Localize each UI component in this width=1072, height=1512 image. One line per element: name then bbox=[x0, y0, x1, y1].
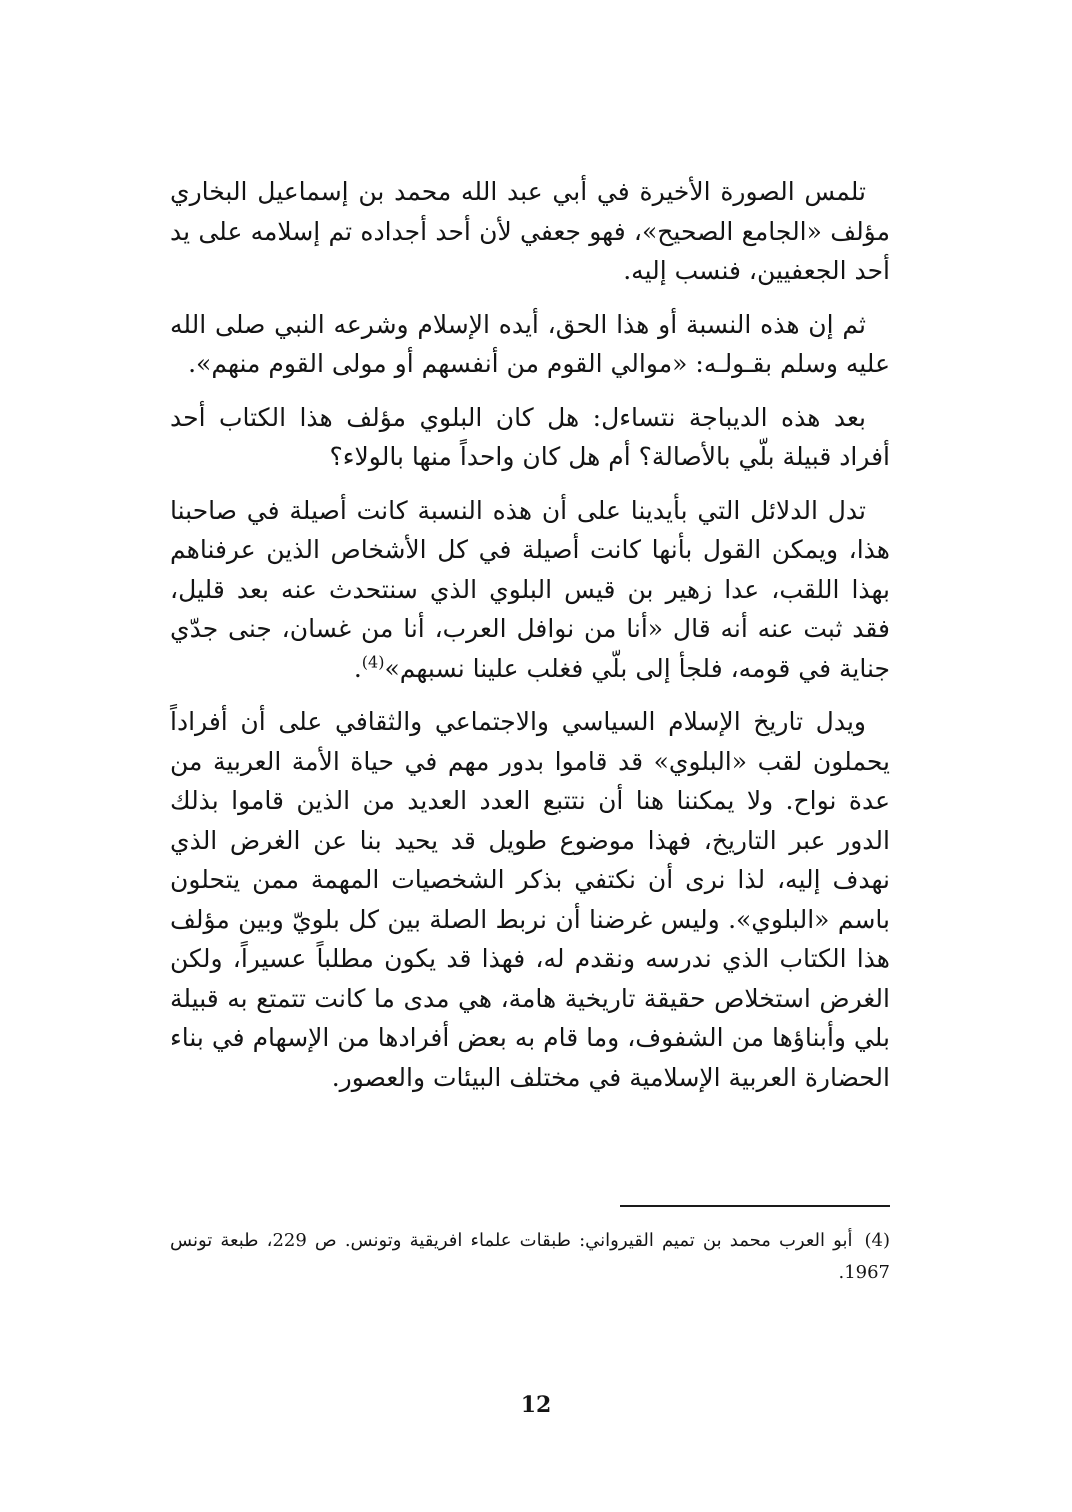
footnote-reference-tail: . bbox=[353, 653, 362, 683]
footnote-text: أبو العرب محمد بن تميم القيرواني: طبقات علماء افريقية وتونس. ص 229، طبعة تونس 1967. bbox=[170, 1230, 890, 1283]
page-number: 12 bbox=[520, 1392, 552, 1418]
paragraph-1 bbox=[170, 172, 890, 291]
paragraph-3 bbox=[170, 398, 890, 477]
paragraph-5 bbox=[170, 702, 890, 1097]
paragraph-4 bbox=[170, 491, 890, 689]
footnote-divider bbox=[620, 1205, 890, 1207]
footnote-number: (4) bbox=[864, 1230, 890, 1251]
page-body bbox=[170, 172, 890, 1111]
paragraph-4-text: تدل الدلائل التي بأيدينا على أن هذه النسبة كانت أصيلة في صاحبنا هذا، ويمكن القول بأنها كانت أصيلة في كل الأشخاص الذين عرفناهم بهذا اللقب، عدا زهير بن قيس البلوي الذي سنتحدث عنه بعد قليل، فقد ثبت عنه أنه قال «أنا من نوافل العرب، أنا من غسان، جنى جدّي جناية في قومه، فلجأ إلى بلّي فغلب علينا نسبهم» bbox=[170, 495, 890, 683]
paragraph-5-text: ويدل تاريخ الإسلام السياسي والاجتماعي والثقافي على أن أفراداً يحملون لقب «البلوي» قد قاموا بدور مهم في حياة الأمة العربية من عدة نواح. ولا يمكننا هنا أن نتتبع العدد العديد من الذين قاموا بذلك الدور عبر التاريخ، فهذا موضوع طويل قد يحيد بنا عن الغرض الذي نهدف إليه، لذا نرى أن نكتفي بذكر الشخصيات المهمة ممن يتحلون باسم «البلوي». وليس غرضنا أن نربط الصلة بين كل بلويّ وبين مؤلف هذا الكتاب الذي ندرسه ونقدم له، فهذا قد يكون مطلباً عسيراً، ولكن الغرض استخلاص حقيقة تاريخية هامة، هي مدى ما كانت تتمتع به قبيلة بلي وأبناؤها من الشفوف، وما قام به بعض أفرادها من الإسهام في بناء الحضارة العربية الإسلامية في مختلف البيئات والعصور. bbox=[170, 707, 890, 1092]
paragraph-1-text: تلمس الصورة الأخيرة في أبي عبد الله محمد بن إسماعيل البخاري مؤلف «الجامع الصحيح»، فهو جعفي لأن أحد أجداده تم إسلامه على يد أحد الجعفيين، فنسب إليه. bbox=[170, 177, 890, 285]
paragraph-2 bbox=[170, 305, 890, 384]
footnote-reference[interactable]: (4) bbox=[361, 652, 385, 672]
paragraph-2-text: ثم إن هذه النسبة أو هذا الحق، أيده الإسلام وشرعه النبي صلى الله عليه وسلم بقـولـه: «موالي القوم من أنفسهم أو مولى القوم منهم». bbox=[170, 309, 890, 378]
paragraph-3-text: بعد هذه الديباجة نتساءل: هل كان البلوي مؤلف هذا الكتاب أحد أفراد قبيلة بلّي بالأصالة؟ أم هل كان واحداً منها بالولاء؟ bbox=[170, 402, 890, 471]
footnote bbox=[170, 1225, 890, 1289]
